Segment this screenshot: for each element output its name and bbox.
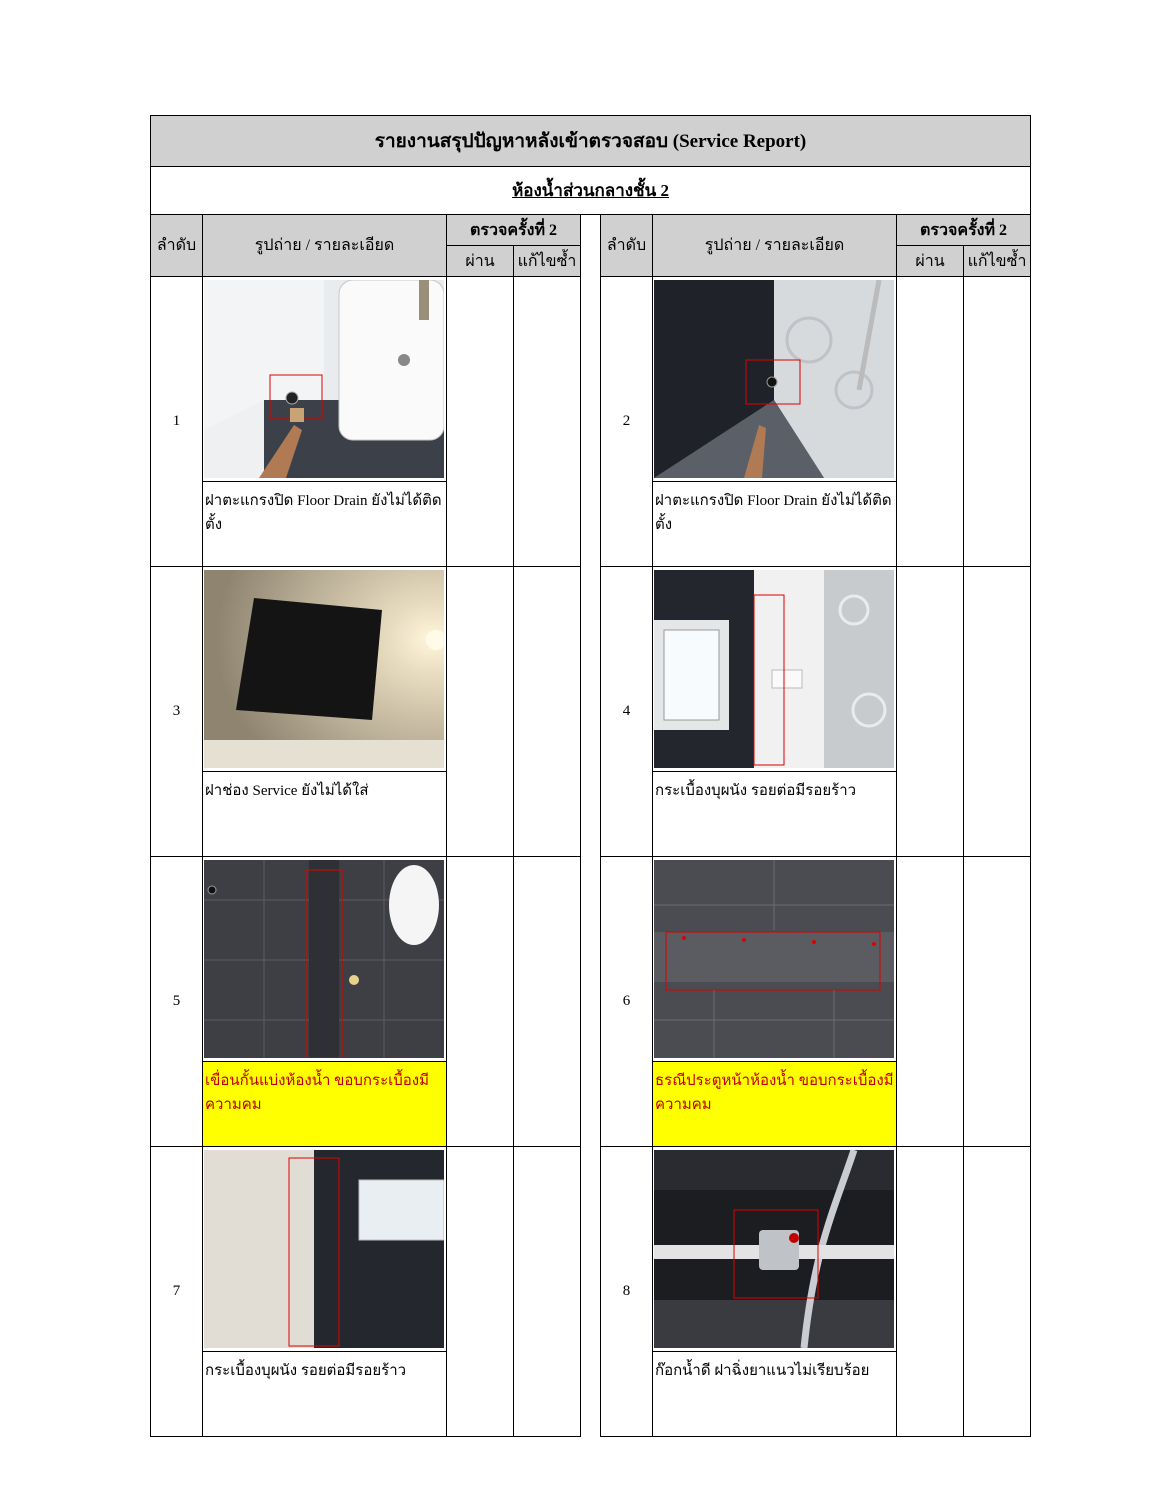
header-fix-left: แก้ไขซ้ำ bbox=[514, 246, 581, 277]
header-pass-left: ผ่าน bbox=[447, 246, 514, 277]
fix-cell[interactable] bbox=[514, 567, 581, 857]
item-number: 7 bbox=[151, 1147, 203, 1437]
photo-wall-tile-joint bbox=[204, 1150, 444, 1348]
item-number: 6 bbox=[601, 857, 653, 1147]
pass-cell[interactable] bbox=[447, 277, 514, 567]
item-photo-3 bbox=[203, 567, 447, 772]
fix-cell[interactable] bbox=[964, 277, 1031, 567]
item-number: 1 bbox=[151, 277, 203, 567]
item-number: 5 bbox=[151, 857, 203, 1147]
item-description: ก๊อกน้ำดี ฝาฉิ่งยาแนวไม่เรียบร้อย bbox=[653, 1352, 897, 1437]
item-description: กระเบื้องบุผนัง รอยต่อมีรอยร้าว bbox=[653, 772, 897, 857]
item-photo-1 bbox=[203, 277, 447, 482]
pass-cell[interactable] bbox=[897, 567, 964, 857]
item-photo-2 bbox=[653, 277, 897, 482]
item-number: 3 bbox=[151, 567, 203, 857]
item-description: กระเบื้องบุผนัง รอยต่อมีรอยร้าว bbox=[203, 1352, 447, 1437]
pass-cell[interactable] bbox=[447, 567, 514, 857]
item-number: 8 bbox=[601, 1147, 653, 1437]
item-number: 2 bbox=[601, 277, 653, 567]
photo-floor-drain-sink bbox=[204, 280, 444, 478]
item-description-highlighted: ธรณีประตูหน้าห้องน้ำ ขอบกระเบื้องมีความคม bbox=[653, 1062, 897, 1147]
item-photo-7 bbox=[203, 1147, 447, 1352]
pass-cell[interactable] bbox=[897, 857, 964, 1147]
fix-cell[interactable] bbox=[514, 857, 581, 1147]
item-description: ฝาตะแกรงปิด Floor Drain ยังไม่ได้ติดตั้ง bbox=[653, 482, 897, 567]
header-fix-right: แก้ไขซ้ำ bbox=[964, 246, 1031, 277]
item-photo-5 bbox=[203, 857, 447, 1062]
fix-cell[interactable] bbox=[964, 857, 1031, 1147]
report-subtitle-cell bbox=[151, 167, 1031, 215]
column-gap bbox=[581, 1147, 601, 1437]
pass-cell[interactable] bbox=[897, 277, 964, 567]
item-photo-8 bbox=[653, 1147, 897, 1352]
column-gap bbox=[581, 277, 601, 567]
photo-service-hatch bbox=[204, 570, 444, 768]
report-title: รายงานสรุปปัญหาหลังเข้าตรวจสอบ (Service Report) bbox=[151, 116, 1031, 167]
fix-cell[interactable] bbox=[514, 1147, 581, 1437]
column-gap bbox=[581, 215, 601, 277]
header-inspection-left: ตรวจครั้งที่ 2 bbox=[447, 215, 581, 246]
pass-cell[interactable] bbox=[897, 1147, 964, 1437]
header-pass-right: ผ่าน bbox=[897, 246, 964, 277]
photo-shower-curb bbox=[204, 860, 444, 1058]
fix-cell[interactable] bbox=[964, 1147, 1031, 1437]
item-description: ฝาตะแกรงปิด Floor Drain ยังไม่ได้ติดตั้ง bbox=[203, 482, 447, 567]
header-inspection-right: ตรวจครั้งที่ 2 bbox=[897, 215, 1031, 246]
report-subtitle: ห้องน้ำส่วนกลางชั้น 2 bbox=[512, 181, 669, 200]
pass-cell[interactable] bbox=[447, 1147, 514, 1437]
item-description-highlighted: เขื่อนกั้นแบ่งห้องน้ำ ขอบกระเบื้องมีความคม bbox=[203, 1062, 447, 1147]
column-gap bbox=[581, 567, 601, 857]
photo-floor-drain-corner bbox=[654, 280, 894, 478]
report-table bbox=[150, 115, 1031, 1437]
service-report bbox=[150, 115, 1030, 1407]
photo-wall-tile-crack bbox=[654, 570, 894, 768]
header-photo-left: รูปถ่าย / รายละเอียด bbox=[203, 215, 447, 277]
fix-cell[interactable] bbox=[964, 567, 1031, 857]
item-photo-4 bbox=[653, 567, 897, 772]
photo-door-threshold bbox=[654, 860, 894, 1058]
pass-cell[interactable] bbox=[447, 857, 514, 1147]
header-no-left: ลำดับ bbox=[151, 215, 203, 277]
item-photo-6 bbox=[653, 857, 897, 1062]
header-photo-right: รูปถ่าย / รายละเอียด bbox=[653, 215, 897, 277]
item-description: ฝาช่อง Service ยังไม่ได้ใส่ bbox=[203, 772, 447, 857]
photo-stop-valve bbox=[654, 1150, 894, 1348]
item-number: 4 bbox=[601, 567, 653, 857]
fix-cell[interactable] bbox=[514, 277, 581, 567]
column-gap bbox=[581, 857, 601, 1147]
header-no-right: ลำดับ bbox=[601, 215, 653, 277]
